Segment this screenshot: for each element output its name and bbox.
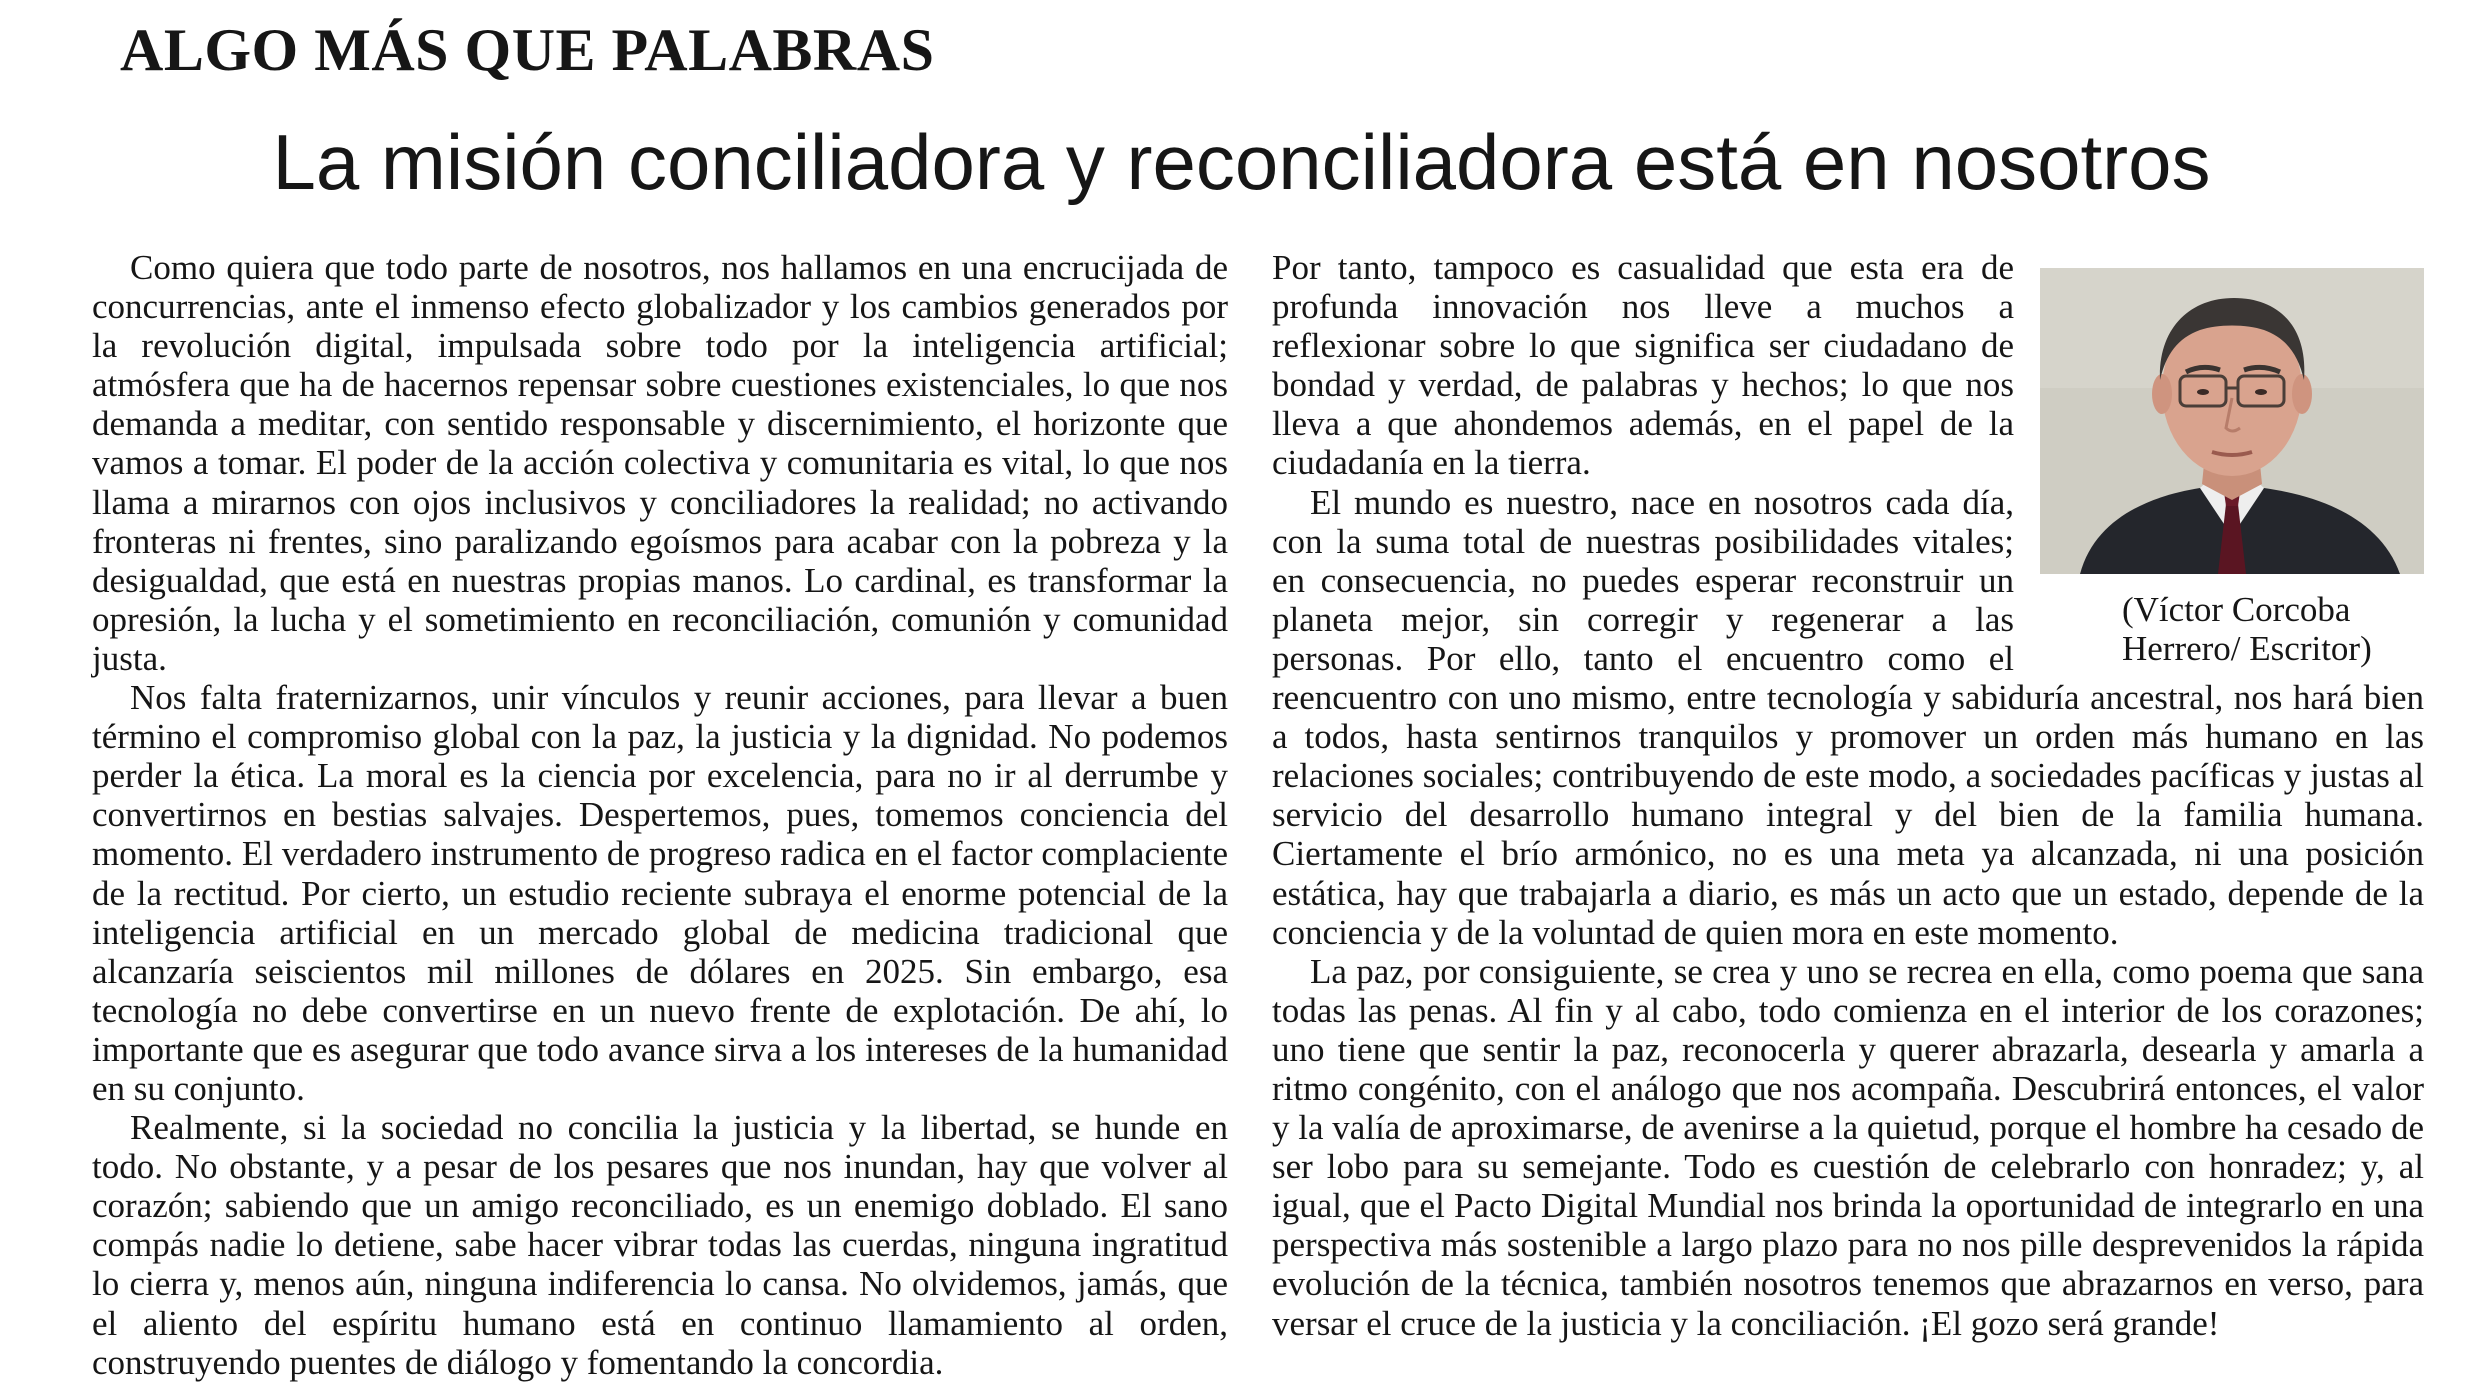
paragraph: Como quiera que todo parte de nosotros, nos hallamos en una encrucijada de concurrencias, ante el inmenso efecto globalizador y los cambios generados por la revolución digital, impulsada sobre todo por la inteligencia artificial; atmósfera que ha de hacernos repensar sobre cuestiones existenciales, lo que nos demanda a meditar, con sentido responsable y discernimiento, el horizonte que vamos a tomar. El poder de la acción colectiva y comunitaria es vital, lo que nos llama a mirarnos con ojos inclusivos y conciliadores la realidad; no activando fronteras ni frentes, sino paralizando egoísmos para acabar con la pobreza y la desigualdad, que está en nuestras propias manos. Lo cardinal, es transformar la opresión, la lucha y el sometimiento en reconciliación, comunión y comunidad justa. — [92, 248, 1228, 678]
author-photo-block — [2040, 268, 2424, 668]
caption-line: (Víctor Corcoba — [2122, 590, 2351, 629]
paragraph: Nos falta fraternizarnos, unir vínculos y reunir acciones, para llevar a buen término el compromiso global con la paz, la justicia y la dignidad. No podemos perder la ética. La moral es la ciencia por excelencia, para no ir al derrumbe y convertirnos en bestias salvajes. Despertemos, pues, tomemos conciencia del momento. El verdadero instrumento de progreso radica en el factor complaciente de la rectitud. Por cierto, un estudio reciente subraya el enorme potencial de la inteligencia artificial en un mercado global de medicina tradicional que alcanzaría seiscientos mil millones de dólares en 2025. Sin embargo, esa tecnología no debe convertirse en un nuevo frente de explotación. De ahí, lo importante que es asegurar que todo avance sirva a los intereses de la humanidad en su conjunto. — [92, 678, 1228, 1108]
paragraph: Por tanto, tampoco es casualidad que esta era de profunda innovación nos lleve a muchos a reflexionar sobre lo que significa ser ciudadano de bondad y verdad, de palabras y hechos; lo que nos lleva a que ahondemos además, en el papel de la ciudadanía en la tierra. — [1272, 248, 2014, 483]
photo-caption — [2122, 590, 2422, 668]
article-headline: La misión conciliadora y reconciliadora está en nosotros — [272, 118, 2211, 206]
paragraph: Realmente, si la sociedad no concilia la justicia y la libertad, se hunde en todo. No obstante, y a pesar de los pesares que nos inundan, hay que volver al corazón; sabiendo que un amigo reconciliado, es un enemigo doblado. El sano compás nadie lo detiene, sabe hacer vibrar todas las cuerdas, ninguna ingratitud lo cierra y, menos aún, ninguna indiferencia lo cansa. No olvidemos, jamás, que el aliento del espíritu humano está en continuo llamamiento al orden, construyendo puentes de diálogo y fomentando la concordia. — [92, 1108, 1228, 1382]
section-title: ALGO MÁS QUE PALABRAS — [120, 17, 935, 83]
author-photo — [2040, 268, 2424, 574]
article-column-left — [92, 248, 1228, 1382]
paragraph: El mundo es nuestro, nace en nosotros cada día, con la suma total de nuestras posibilidades vitales; en consecuencia, no puedes esperar reconstruir un planeta mejor, sin corregir y regenerar a las personas. Por ello, tanto el encuentro como el reencuentro con uno mismo, entre tecnología y sabiduría ancestral, nos hará bien a todos, hasta sentirnos tranquilos y promover un orden más humano en las relaciones sociales; contribuyendo de este modo, a sociedades pacíficas y justas al servicio del desarrollo humano integral y del bien de la familia humana. Ciertamente el brío armónico, no es una meta ya alcanzada, ni una posición estática, hay que trabajarla a diario, es más un acto que un estado, depende de la conciencia y de la voluntad de quien mora en este momento. — [1272, 482, 2424, 952]
caption-line: Herrero/ Escritor) — [2122, 629, 2372, 668]
article-column-right — [1272, 248, 2424, 1343]
paragraph: La paz, por consiguiente, se crea y uno se recrea en ella, como poema que sana todas las penas. Al fin y al cabo, todo comienza en el interior de los corazones; uno tiene que sentir la paz, reconocerla y querer abrazarla, desearla y amarla a ritmo congénito, con el análogo que nos acompaña. Descubrirá entonces, el valor y la valía de aproximarse, de avenirse a la quietud, porque el hombre ha cesado de ser lobo para su semejante. Todo es cuestión de celebrarlo con honradez; y, al igual, que el Pacto Digital Mundial nos brinda la oportunidad de integrarlo en una perspectiva más sostenible a largo plazo para no nos pille desprevenidos la rápida evolución de la técnica, también nosotros tenemos que abrazarnos en verso, para versar el cruce de la justicia y la conciliación. ¡El gozo será grande! — [1272, 951, 2424, 1343]
